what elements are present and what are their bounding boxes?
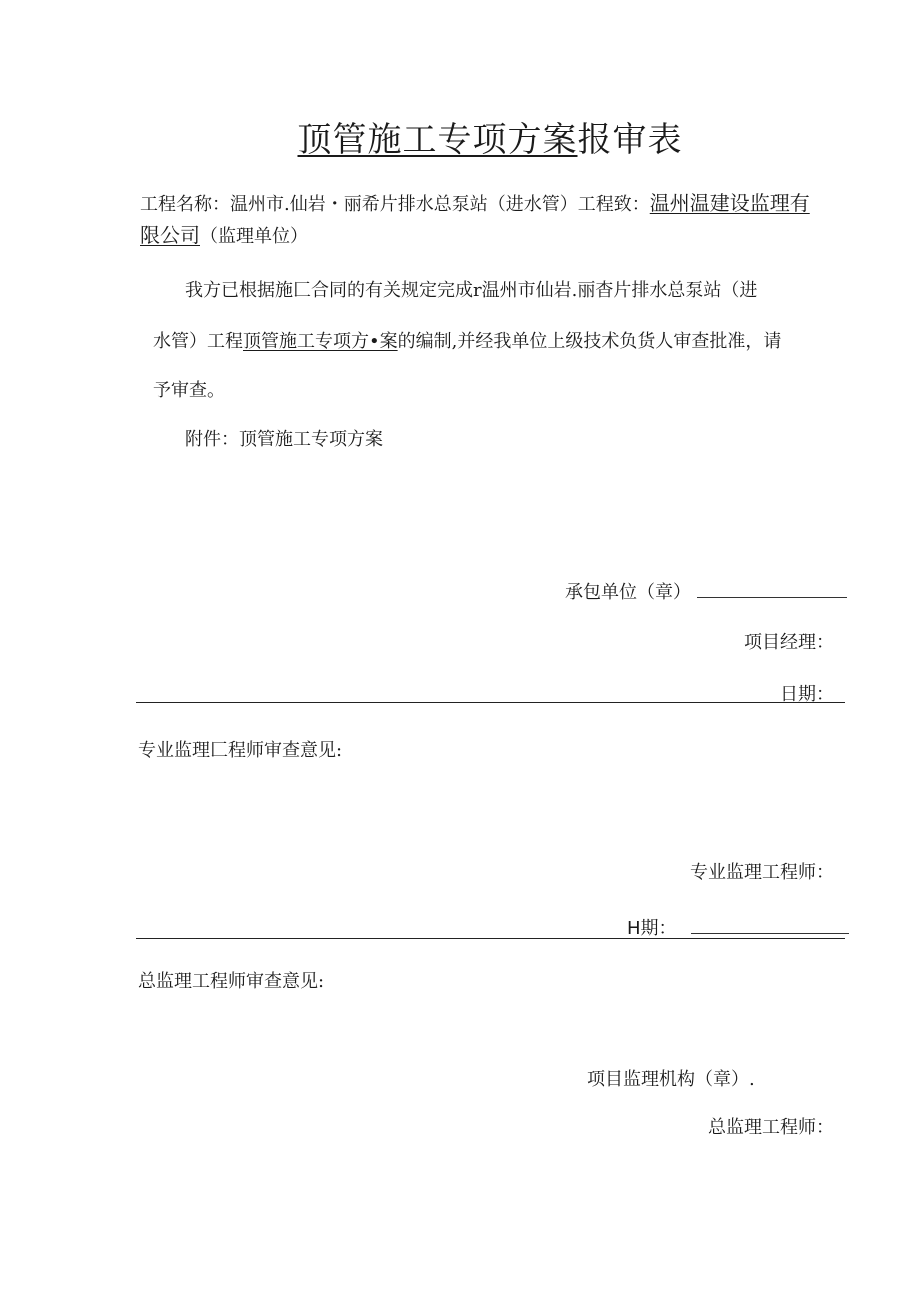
contractor-date: 日期： bbox=[780, 684, 834, 705]
specialist-date-label: H期： bbox=[627, 918, 677, 939]
project-label: 工程名称： bbox=[140, 194, 230, 215]
contractor-signature-blank[interactable] bbox=[697, 596, 847, 598]
supervision-company-line1: 温州温建设监理有 bbox=[649, 191, 810, 215]
title-rest: 报审表 bbox=[577, 120, 683, 160]
section-divider-1 bbox=[136, 702, 845, 703]
project-manager: 项目经理： bbox=[744, 632, 834, 653]
chief-opinion-label: 总监理工程师审查意见: bbox=[138, 971, 325, 992]
company-line bbox=[140, 219, 308, 248]
paragraph-line-3: 予审查。 bbox=[153, 380, 225, 401]
scheme-name-underlined: 顶管施工专项方•案 bbox=[243, 331, 398, 352]
contractor-unit bbox=[565, 578, 847, 604]
paragraph-line-2-pre: 水管）工程 bbox=[153, 331, 243, 352]
contractor-unit-label: 承包单位（章） bbox=[565, 582, 691, 603]
unit-note: （监理单位） bbox=[200, 226, 308, 247]
supervision-company-line2: 限公司 bbox=[140, 223, 200, 247]
paragraph-line-2-post: 的编制,并经我单位上级技术负货人审查批准，请 bbox=[397, 331, 782, 352]
paragraph-line-2 bbox=[153, 327, 781, 353]
supervision-org-seal: 项目监理机构（章）. bbox=[587, 1069, 755, 1090]
section-divider-2 bbox=[136, 938, 845, 939]
specialist-opinion-label: 专业监理匚程师审查意见: bbox=[138, 740, 343, 761]
specialist-date-blank[interactable] bbox=[691, 932, 849, 934]
project-line bbox=[140, 187, 810, 216]
page-title bbox=[0, 112, 920, 161]
to-label: 致： bbox=[613, 194, 650, 215]
project-name: 温州市.仙岩・丽希片排水总泵站（进水管）工程 bbox=[230, 194, 614, 215]
specialist-engineer: 专业监理工程师： bbox=[690, 862, 834, 883]
paragraph-line-1: 我方已根据施匚合同的有关规定完成r温州市仙岩.丽杳片排水总泵站（进 bbox=[185, 280, 758, 301]
specialist-date bbox=[627, 914, 849, 940]
attachment: 附件：顶管施工专项方案 bbox=[185, 429, 383, 450]
title-underlined: 顶管施工专项方案 bbox=[297, 120, 578, 160]
chief-engineer: 总监理工程师： bbox=[708, 1117, 834, 1138]
